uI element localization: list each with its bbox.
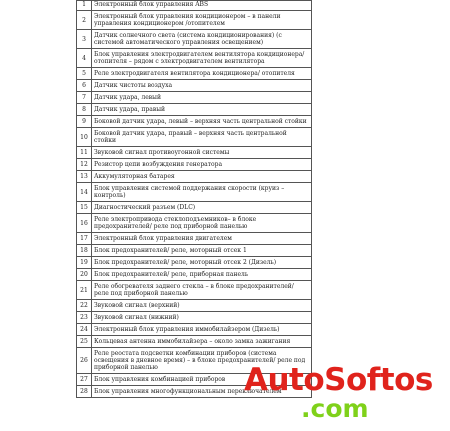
table-row — [77, 30, 312, 49]
row-description: Реле реостата подсветки комбинации приборов (система освещения в дневное время) – в блоке предохранителей/ реле под приборной панелью — [92, 348, 312, 374]
row-description: Блок предохранителей/ реле, моторный отсек 2 (Дизель) — [92, 257, 312, 269]
row-number: 16 — [77, 214, 92, 233]
row-number: 8 — [77, 104, 92, 116]
table-row — [77, 183, 312, 202]
row-number: 2 — [77, 11, 92, 30]
row-number: 21 — [77, 281, 92, 300]
row-number: 22 — [77, 300, 92, 312]
row-number: 5 — [77, 68, 92, 80]
row-number: 26 — [77, 348, 92, 374]
table-row — [77, 269, 312, 281]
row-number: 23 — [77, 312, 92, 324]
row-number: 10 — [77, 128, 92, 147]
table-row — [77, 128, 312, 147]
row-description: Блок управления системой поддержания скорости (круиз – контроль) — [92, 183, 312, 202]
table-row — [77, 336, 312, 348]
components-table — [76, 0, 312, 398]
row-number: 9 — [77, 116, 92, 128]
table-row — [77, 147, 312, 159]
row-description: Блок предохранителей/ реле, приборная панель — [92, 269, 312, 281]
row-description: Блок предохранителей/ реле, моторный отсек 1 — [92, 245, 312, 257]
row-description: Датчик удара, правый — [92, 104, 312, 116]
table-row — [77, 300, 312, 312]
table-row — [77, 257, 312, 269]
row-number: 6 — [77, 80, 92, 92]
row-description: Звуковой сигнал (нижний) — [92, 312, 312, 324]
table-row — [77, 171, 312, 183]
row-number: 25 — [77, 336, 92, 348]
row-number: 17 — [77, 233, 92, 245]
row-number: 15 — [77, 202, 92, 214]
row-description: Датчик удара, левый — [92, 92, 312, 104]
table-row — [77, 245, 312, 257]
table-row — [77, 92, 312, 104]
row-number: 13 — [77, 171, 92, 183]
row-description: Звуковой сигнал противоугонной системы — [92, 147, 312, 159]
table-row — [77, 159, 312, 171]
row-number: 7 — [77, 92, 92, 104]
row-number: 11 — [77, 147, 92, 159]
row-number: 14 — [77, 183, 92, 202]
row-description: Датчик чистоты воздуха — [92, 80, 312, 92]
table-row — [77, 233, 312, 245]
row-description: Боковой датчик удара, правый – верхняя часть центральной стойки — [92, 128, 312, 147]
row-description: Резистор цепи возбуждения генератора — [92, 159, 312, 171]
table-row — [77, 324, 312, 336]
row-description: Звуковой сигнал (верхний) — [92, 300, 312, 312]
row-description: Электронный блок управления двигателем — [92, 233, 312, 245]
components-table-body — [77, 1, 312, 398]
table-row — [77, 68, 312, 80]
row-number: 28 — [77, 386, 92, 398]
row-description: Реле электропривода стеклоподъемников– в блоке предохранителей/ реле под приборной панелью — [92, 214, 312, 233]
table-row — [77, 11, 312, 30]
table-row — [77, 214, 312, 233]
row-description: Диагностический разъем (DLC) — [92, 202, 312, 214]
row-number: 24 — [77, 324, 92, 336]
row-number: 19 — [77, 257, 92, 269]
row-number: 4 — [77, 49, 92, 68]
table-row — [77, 281, 312, 300]
row-description: Блок управления комбинацией приборов — [92, 374, 312, 386]
row-number: 20 — [77, 269, 92, 281]
row-number: 12 — [77, 159, 92, 171]
table-row — [77, 116, 312, 128]
row-description: Аккумуляторная батарея — [92, 171, 312, 183]
row-number: 3 — [77, 30, 92, 49]
row-number: 18 — [77, 245, 92, 257]
row-description: Электронный блок управления кондиционером – в панели управления кондиционером /отопителем — [92, 11, 312, 30]
watermark-logo-domain: .com — [301, 394, 369, 423]
table-row — [77, 202, 312, 214]
table-row — [77, 312, 312, 324]
row-description: Датчик солнечного света (система кондиционирования) (с системой автоматического управления освещением) — [92, 30, 312, 49]
row-number: 27 — [77, 374, 92, 386]
table-row — [77, 1, 312, 11]
row-description: Реле электродвигателя вентилятора кондиционера/ отопителя — [92, 68, 312, 80]
table-row — [77, 80, 312, 92]
row-description: Блок управления многофункциональным переключателем — [92, 386, 312, 398]
row-description: Блок управления электродвигателем вентилятора кондиционера/ отопителя – рядом с электродвигателем вентилятора — [92, 49, 312, 68]
row-description: Боковой датчик удара, левый – верхняя часть центральной стойки — [92, 116, 312, 128]
table-row — [77, 49, 312, 68]
watermark-logo-text: AutoSoftos — [244, 362, 433, 398]
row-description: Электронный блок управления ABS — [92, 1, 312, 11]
row-description: Реле обогревателя заднего стекла – в блоке предохранителей/ реле под приборной панелью — [92, 281, 312, 300]
row-description: Кольцевая антенна иммобилайзера – около замка зажигания — [92, 336, 312, 348]
table-row — [77, 104, 312, 116]
row-description: Электронный блок управления иммобилайзером (Дизель) — [92, 324, 312, 336]
row-number: 1 — [77, 1, 92, 11]
